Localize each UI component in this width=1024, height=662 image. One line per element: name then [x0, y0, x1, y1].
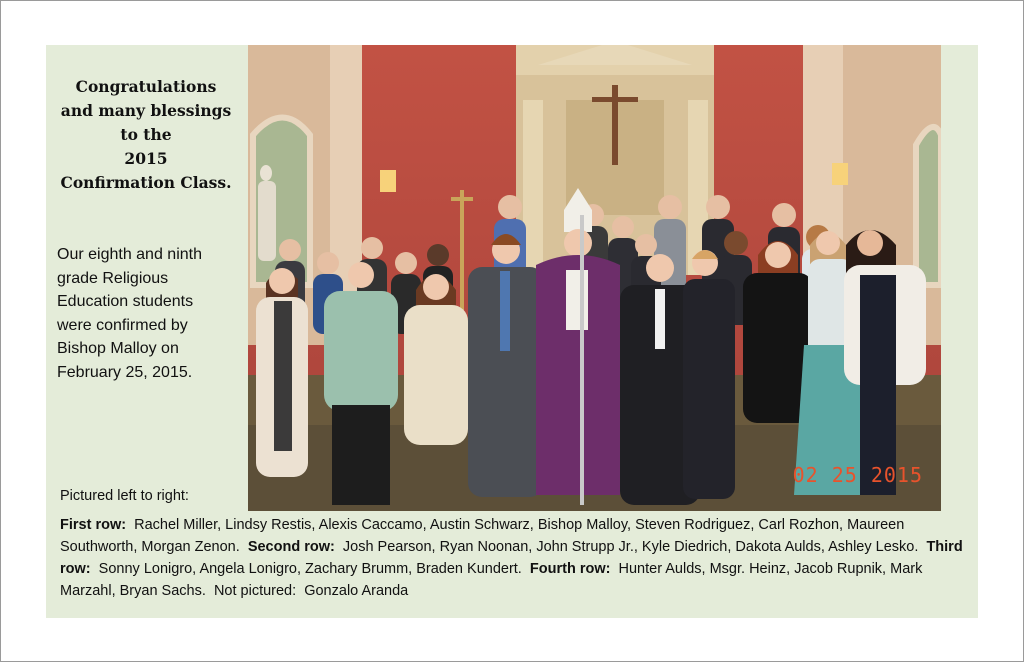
row-names-third: Sonny Lonigro, Angela Lonigro, Zachary Brumm, Braden Kundert. [98, 561, 522, 577]
row-names-first: Rachel Miller, Lindsy Restis, Alexis Caccamo, Austin Schwarz, Bishop Malloy, Steven Rodriguez, Carl Rozhon, Maureen Southworth, Morgan Zenon. [60, 517, 905, 555]
photo-date-stamp: 02 25 2015 [792, 463, 923, 487]
row-label-second: Second row: [247, 539, 335, 555]
intro-line: February 25, 2015. [57, 363, 193, 381]
intro-line: Education students [57, 293, 194, 310]
church-scene-illustration [248, 45, 941, 511]
intro-line: Our eighth and ninth [57, 246, 202, 263]
row-names-second: Josh Pearson, Ryan Noonan, John Strupp Jr., Kyle Diedrich, Dakota Aulds, Ashley Lesko. [342, 539, 919, 555]
intro-paragraph [57, 243, 247, 384]
names-caption [60, 514, 965, 602]
not-pictured-label: Not pictured: [213, 583, 297, 599]
pictured-label: Pictured left to right: [60, 488, 189, 504]
intro-line: were confirmed by [57, 316, 188, 334]
heading-line: 2015 [124, 149, 168, 168]
heading-line: Congratulations [75, 77, 217, 96]
group-photo [248, 45, 941, 511]
row-label-third: Third row: [60, 539, 963, 577]
row-label-fourth: Fourth row: [529, 561, 611, 577]
row-names-fourth: Hunter Aulds, Msgr. Heinz, Jacob Rupnik, Mark Marzahl, Bryan Sachs. [60, 561, 923, 599]
heading-line: Confirmation Class. [60, 173, 232, 192]
row-label-first: First row: [60, 517, 127, 533]
not-pictured-names: Gonzalo Aranda [304, 583, 409, 599]
congratulations-heading [46, 75, 246, 195]
intro-line: grade Religious [57, 269, 169, 287]
heading-line: and many blessings [60, 101, 232, 120]
heading-line: to the [120, 125, 172, 144]
intro-line: Bishop Malloy on [57, 340, 179, 357]
